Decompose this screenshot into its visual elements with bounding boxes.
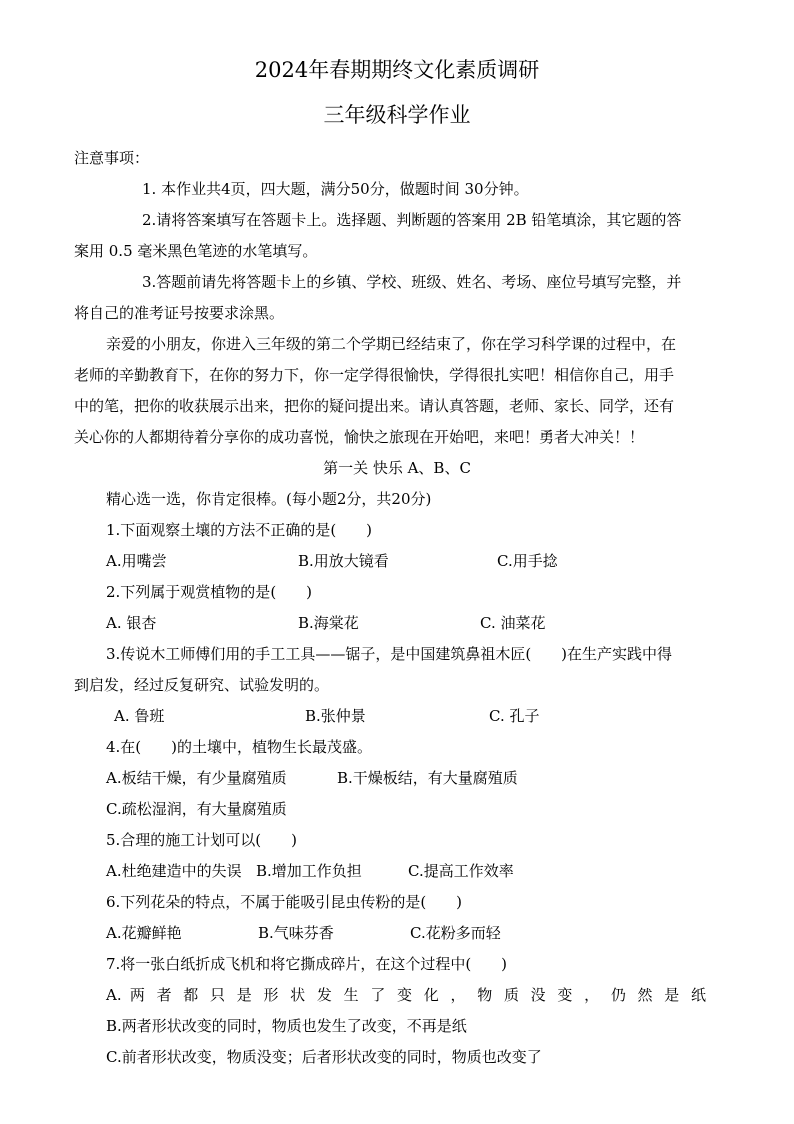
question-3-stem-continued: 到启发，经过反复研究、试验发明的。 bbox=[74, 676, 330, 694]
notice-heading: 注意事项： bbox=[74, 149, 150, 167]
question-4-option-c: C.疏松湿润，有大量腐殖质 bbox=[106, 800, 287, 818]
section-heading: 第一关 快乐 A、B、C bbox=[323, 459, 471, 477]
question-2-option-b: B.海棠花 bbox=[298, 614, 359, 632]
question-7-stem: 7.将一张白纸折成飞机和将它撕成碎片，在这个过程中( ) bbox=[106, 955, 508, 973]
section-instruction: 精心选一选，你肯定很棒。(每小题2分，共20分) bbox=[106, 490, 432, 508]
intro-line-3: 中的笔，把你的收获展示出来，把你的疑问提出来。请认真答题，老师、家长、同学，还有 bbox=[74, 397, 675, 415]
question-3-stem: 3.传说木工师傅们用的手工工具——锯子，是中国建筑鼻祖木匠( )在生产实践中得 bbox=[106, 645, 673, 663]
question-3-option-b: B.张仲景 bbox=[305, 707, 366, 725]
question-2-option-c: C. 油菜花 bbox=[480, 614, 546, 632]
notice-item-2-line-1: 2.请将答案填写在答题卡上。选择题、判断题的答案用 2B 铅笔填涂，其它题的答 bbox=[142, 211, 682, 229]
notice-item-3-line-2: 将自己的准考证号按要求涂黑。 bbox=[74, 304, 285, 322]
notice-item-1: 1. 本作业共4页，四大题，满分50分，做题时间 30分钟。 bbox=[142, 180, 529, 198]
question-6-option-b: B.气味芬香 bbox=[258, 924, 334, 942]
question-4-option-b: B.干燥板结，有大量腐殖质 bbox=[337, 769, 518, 787]
question-6-option-a: A.花瓣鲜艳 bbox=[106, 924, 182, 942]
notice-item-3-line-1: 3.答题前请先将答题卡上的乡镇、学校、班级、姓名、考场、座位号填写完整，并 bbox=[142, 273, 682, 291]
exam-title: 2024年春期期终文化素质调研 bbox=[254, 58, 540, 82]
question-7-option-c: C.前者形状改变，物质没变；后者形状改变的同时，物质也改变了 bbox=[106, 1048, 542, 1066]
question-1-option-b: B.用放大镜看 bbox=[298, 552, 389, 570]
question-3-option-a: A. 鲁班 bbox=[114, 707, 165, 725]
question-6-stem: 6.下列花朵的特点，不属于能吸引昆虫传粉的是( ) bbox=[106, 893, 463, 911]
intro-line-2: 老师的辛勤教育下，在你的努力下，你一定学得很愉快，学得很扎实吧！相信你自己，用手 bbox=[74, 366, 675, 384]
question-4-option-a: A.板结干燥，有少量腐殖质 bbox=[106, 769, 287, 787]
question-1-stem: 1.下面观察土壤的方法不正确的是( ) bbox=[106, 521, 373, 539]
question-5-stem: 5.合理的施工计划可以( ) bbox=[106, 831, 298, 849]
question-5-option-b: B.增加工作负担 bbox=[256, 862, 362, 880]
question-1-option-c: C.用手捻 bbox=[497, 552, 558, 570]
question-5-option-c: C.提高工作效率 bbox=[408, 862, 514, 880]
question-2-stem: 2.下列属于观赏植物的是( ) bbox=[106, 583, 313, 601]
question-2-option-a: A. 银杏 bbox=[106, 614, 157, 632]
notice-item-2-line-2: 案用 0.5 毫米黑色笔迹的水笔填写。 bbox=[74, 242, 318, 260]
question-4-stem: 4.在( )的土壤中，植物生长最茂盛。 bbox=[106, 738, 373, 756]
intro-line-4: 关心你的人都期待着分享你的成功喜悦，愉快之旅现在开始吧，来吧！勇者大冲关！！ bbox=[74, 428, 645, 446]
question-7-option-a: A. 两 者 都 只 是 形 状 发 生 了 变 化 ， 物 质 没 变 ， 仍 然 是 纸 bbox=[106, 986, 706, 1004]
question-1-option-a: A.用嘴尝 bbox=[106, 552, 167, 570]
question-7-option-b: B.两者形状改变的同时，物质也发生了改变，不再是纸 bbox=[106, 1017, 467, 1035]
intro-line-1: 亲爱的小朋友，你进入三年级的第二个学期已经结束了，你在学习科学课的过程中，在 bbox=[106, 335, 677, 353]
exam-subtitle: 三年级科学作业 bbox=[323, 103, 471, 127]
question-5-option-a: A.杜绝建造中的失误 bbox=[106, 862, 242, 880]
question-3-option-c: C. 孔子 bbox=[489, 707, 540, 725]
question-6-option-c: C.花粉多而轻 bbox=[410, 924, 501, 942]
